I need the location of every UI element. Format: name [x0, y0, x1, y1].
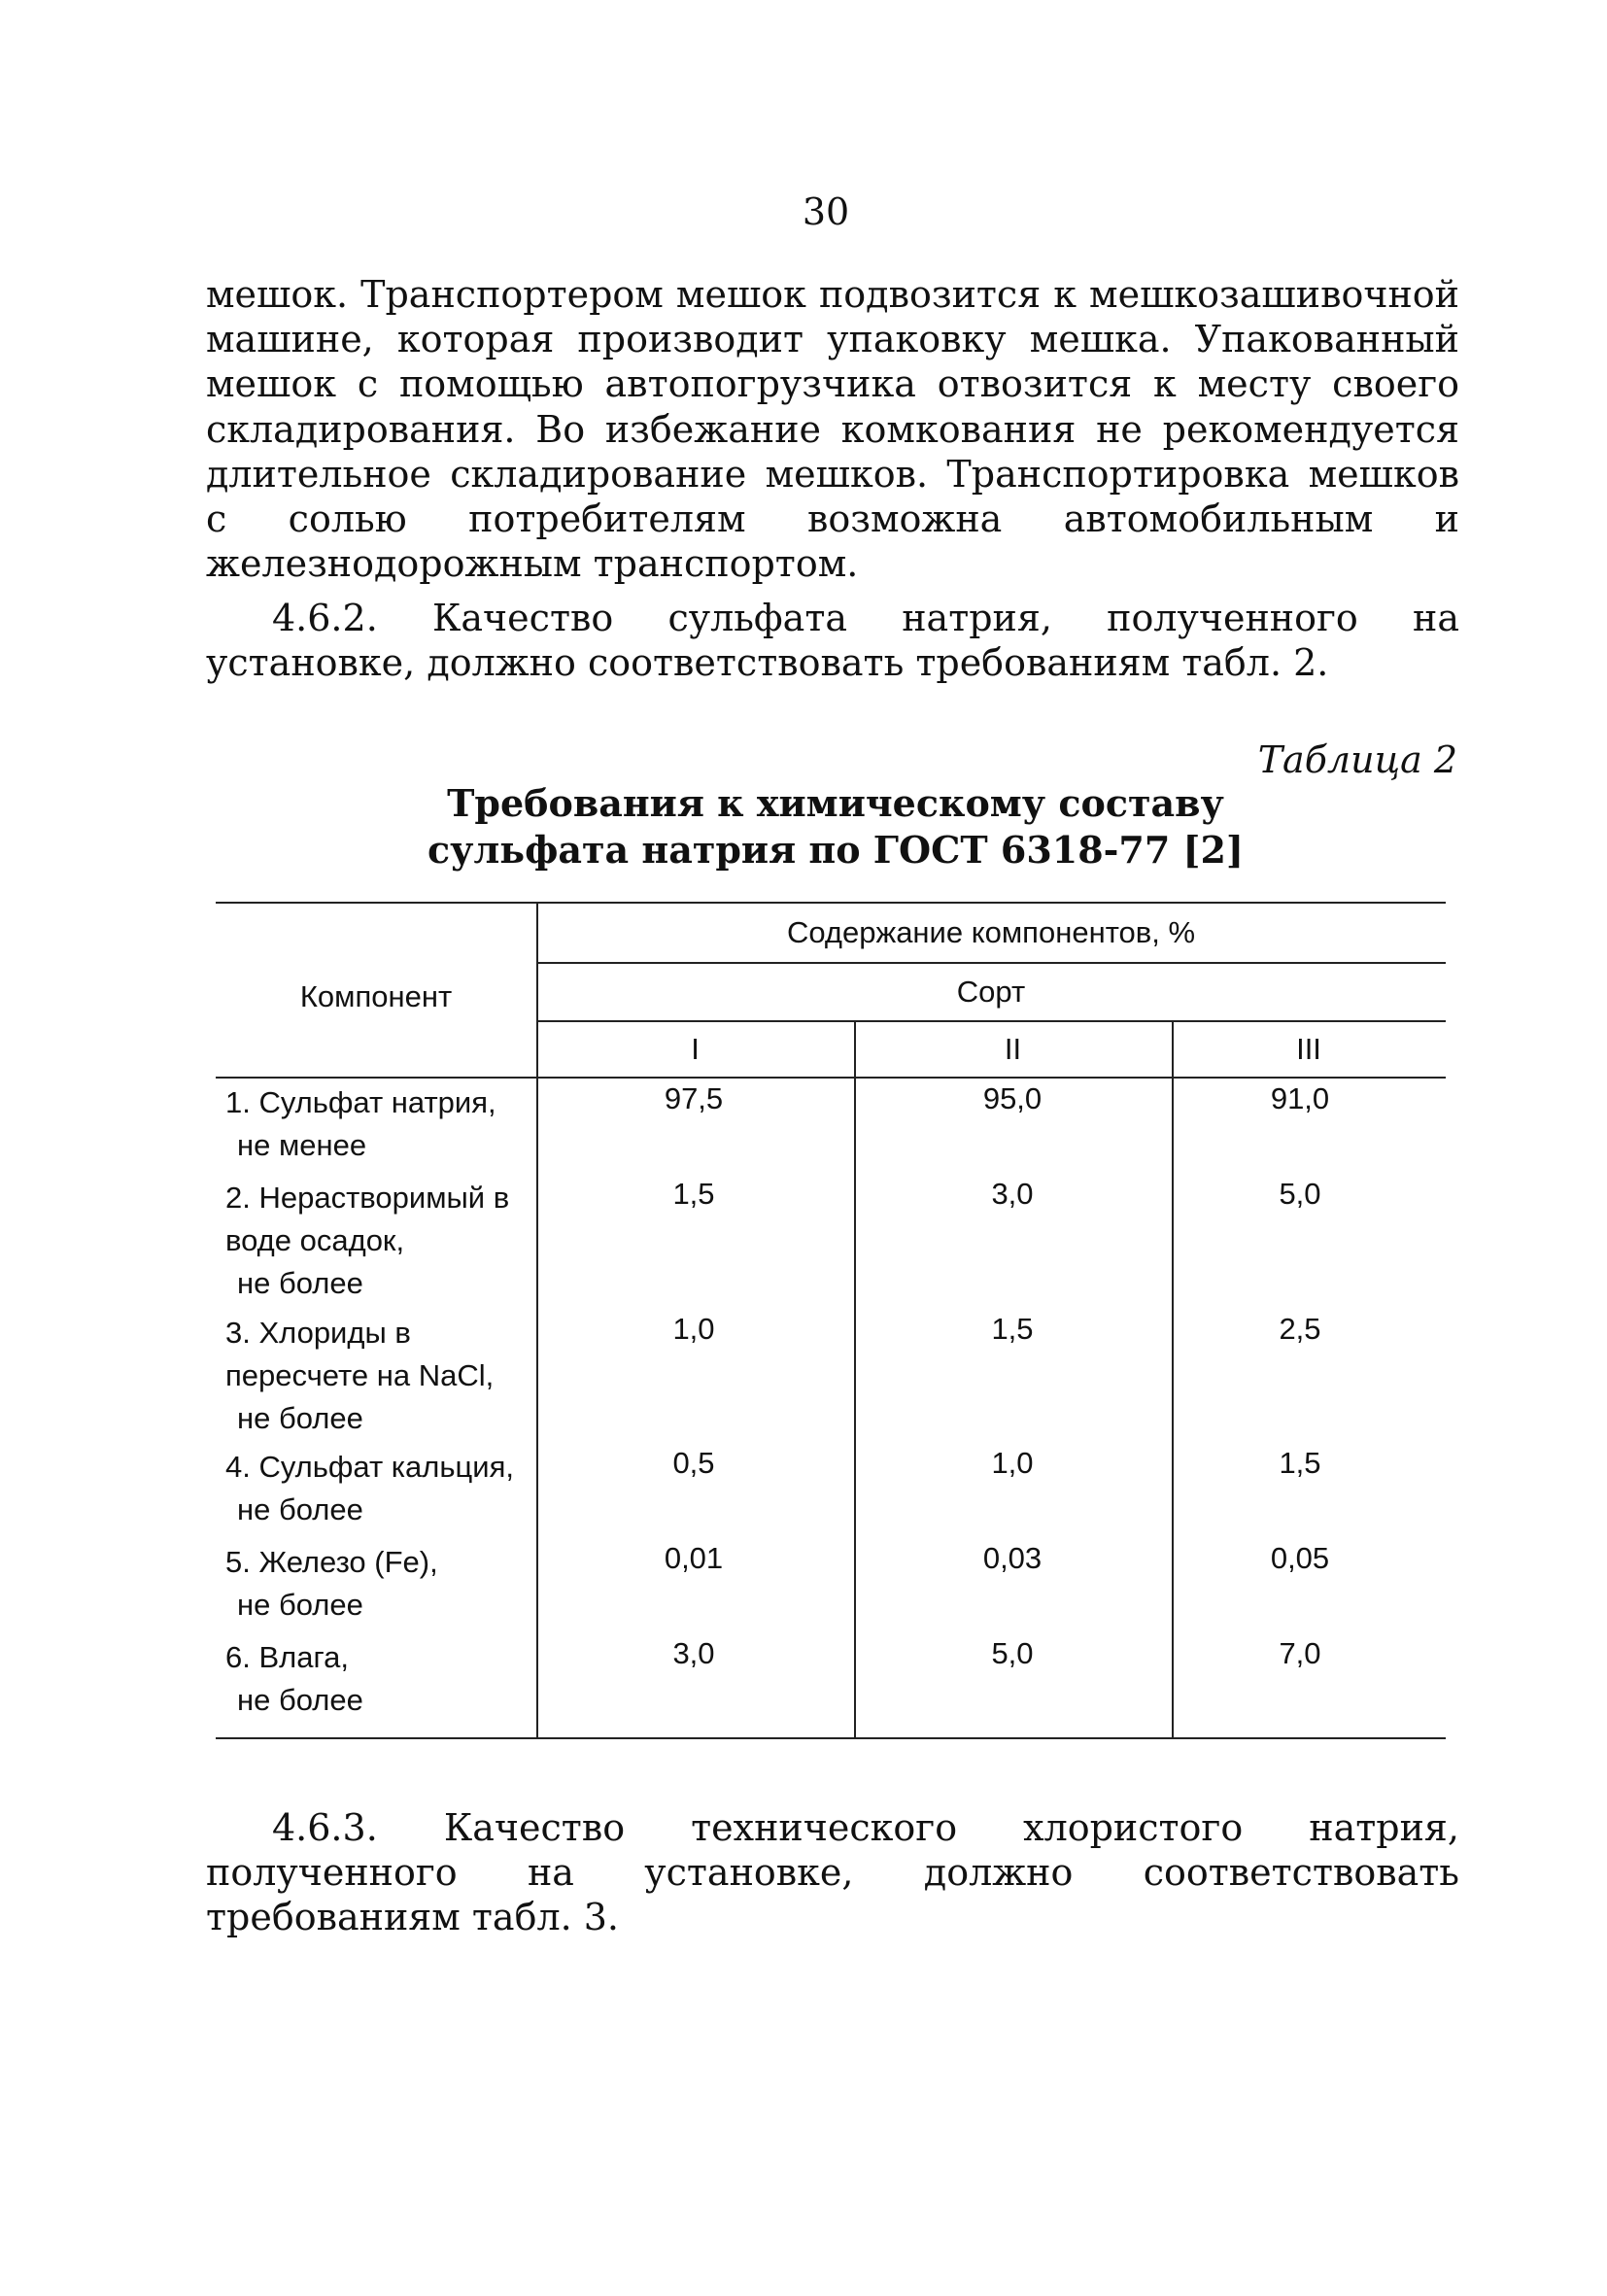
table-label: Таблица 2 — [1257, 738, 1457, 781]
table-row-component — [225, 1636, 536, 1722]
table-rule — [1172, 1020, 1174, 1739]
table-cell: 5,0 — [1279, 1177, 1321, 1211]
table-cell: 1,5 — [991, 1312, 1034, 1346]
table-cell: 0,5 — [672, 1446, 715, 1480]
component-line: 2. Нерастворимый в — [225, 1181, 510, 1215]
page-number: 30 — [802, 190, 850, 233]
table-cell: 0,05 — [1270, 1541, 1330, 1575]
component-line: не более — [237, 1492, 363, 1526]
component-line: 1. Сульфат натрия, — [225, 1085, 496, 1119]
table-title-line: Требования к химическому составу — [447, 781, 1224, 825]
header-grade: Сорт — [956, 975, 1026, 1009]
component-line: 5. Железо (Fe), — [225, 1545, 438, 1579]
table-cell: 95,0 — [982, 1081, 1043, 1115]
table-rule — [536, 902, 538, 1739]
composition-table — [216, 902, 1446, 1739]
table-rule — [854, 1020, 856, 1739]
grade-label: II — [1004, 1032, 1022, 1066]
table-cell: 3,0 — [991, 1177, 1034, 1211]
table-title — [350, 780, 1321, 874]
table-cell: 91,0 — [1270, 1081, 1330, 1115]
component-line: пересчете на NaCl, — [225, 1358, 495, 1392]
table-cell: 0,03 — [982, 1541, 1043, 1575]
component-line: воде осадок, — [225, 1223, 405, 1257]
paragraph-text: 4.6.2. Качество сульфата натрия, полученного на установке, должно соответствовать требованиям табл. 2. — [206, 597, 1459, 685]
table-row-component — [225, 1177, 536, 1305]
table-row-component — [225, 1081, 536, 1167]
table-row-component — [225, 1541, 536, 1627]
table-cell: 0,01 — [664, 1541, 724, 1575]
component-line: не менее — [237, 1128, 367, 1162]
component-line: не более — [237, 1266, 363, 1300]
grade-label: III — [1296, 1032, 1321, 1066]
table-cell: 1,0 — [991, 1446, 1034, 1480]
body-paragraph — [206, 1805, 1459, 1940]
component-line: не более — [237, 1683, 363, 1717]
component-line: не более — [237, 1401, 363, 1435]
table-cell: 2,5 — [1279, 1312, 1321, 1346]
table-rule — [536, 962, 1446, 964]
table-rule — [216, 902, 1446, 904]
table-cell: 1,5 — [1279, 1446, 1321, 1480]
component-line: 4. Сульфат кальция, — [225, 1450, 514, 1484]
table-rule — [216, 1077, 1446, 1079]
header-content: Содержание компонентов, % — [786, 915, 1196, 949]
table-cell: 7,0 — [1279, 1636, 1321, 1670]
grade-label: I — [691, 1032, 700, 1066]
header-component: Компонент — [299, 979, 453, 1013]
component-line: 3. Хлориды в — [225, 1316, 411, 1350]
table-rule — [216, 1737, 1446, 1739]
body-paragraph: мешок. Транспортером мешок подвозится к мешкозашивочной машине, которая производит упаковку мешка. Упакованный мешок с помощью автопогрузчика отвозится к месту своего складирования. Во избежание комкования не рекомендуется длительное складирование мешков. Транспортировка мешков с солью потребителям возможна автомобильным и железнодорожным транспортом. — [206, 273, 1459, 586]
paragraph-text: 4.6.3. Качество технического хлористого натрия, полученного на установке, должно соответствовать требованиям табл. 3. — [206, 1806, 1459, 1939]
table-cell: 97,5 — [664, 1081, 724, 1115]
table-cell: 5,0 — [991, 1636, 1034, 1670]
body-paragraph — [206, 596, 1459, 685]
table-row-component — [225, 1446, 536, 1531]
table-title-line: сульфата натрия по ГОСТ 6318-77 [2] — [427, 828, 1244, 872]
table-cell: 1,0 — [672, 1312, 715, 1346]
component-line: 6. Влага, — [225, 1640, 349, 1674]
table-row-component — [225, 1312, 536, 1440]
table-cell: 1,5 — [672, 1177, 715, 1211]
component-line: не более — [237, 1588, 363, 1622]
table-cell: 3,0 — [672, 1636, 715, 1670]
table-rule — [536, 1020, 1446, 1022]
